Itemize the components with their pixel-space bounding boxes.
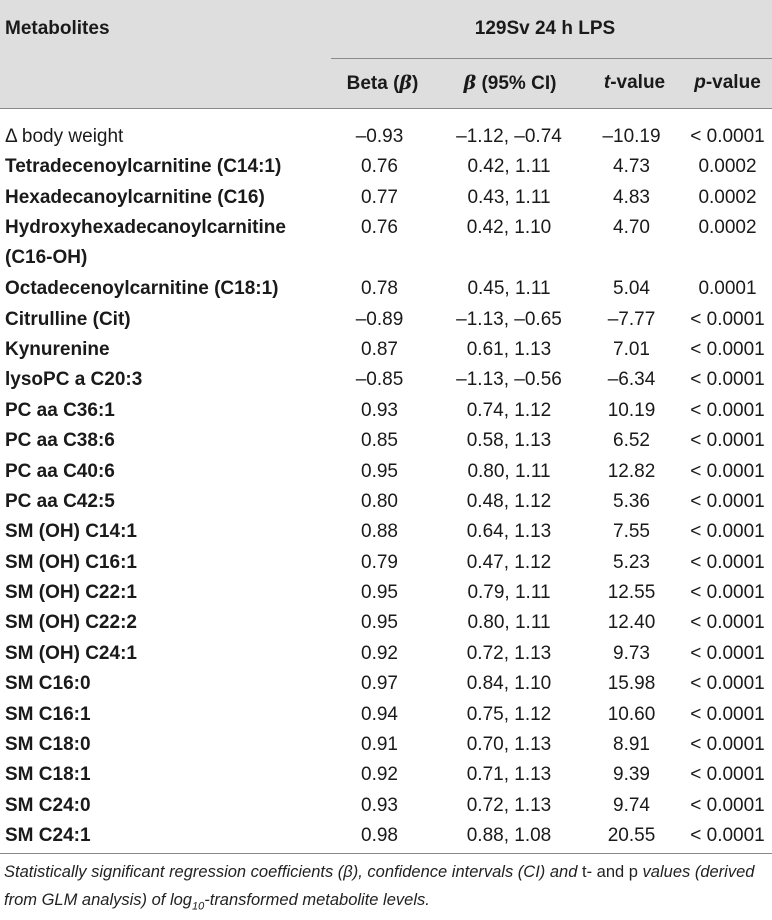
beta-value: 0.80 [361, 490, 398, 512]
beta-value: 0.95 [361, 582, 398, 604]
ci-value: 0.79, 1.11 [467, 582, 551, 604]
ci-value: 0.88, 1.08 [466, 825, 552, 847]
p-value: < 0.0001 [690, 430, 765, 452]
p-value: < 0.0001 [690, 399, 765, 421]
table-row [0, 424, 772, 454]
beta-value: 0.97 [361, 673, 398, 695]
ci-value: 0.45, 1.11 [467, 278, 551, 300]
ci-value: 0.75, 1.12 [466, 703, 552, 725]
table-row [0, 455, 772, 485]
table-row [0, 728, 772, 758]
t-value: 12.40 [607, 612, 656, 634]
beta-value: 0.98 [361, 825, 398, 847]
p-value: < 0.0001 [690, 825, 765, 847]
metabolite-name: SM (OH) C24:1 [5, 642, 137, 664]
ci-value: 0.74, 1.12 [466, 399, 552, 421]
p-value: < 0.0001 [690, 734, 765, 756]
ci-value: –1.13, –0.56 [456, 369, 562, 391]
beta-value: 0.92 [361, 764, 398, 786]
beta-value: 0.77 [361, 186, 398, 208]
table-row [0, 120, 772, 150]
metabolite-name: SM (OH) C14:1 [5, 521, 137, 543]
metabolite-name: Hexadecanoylcarnitine (C16) [5, 186, 265, 208]
p-value: < 0.0001 [690, 703, 765, 725]
beta-value: 0.93 [361, 794, 398, 816]
p-value: < 0.0001 [690, 490, 765, 512]
beta-value: –0.85 [355, 369, 404, 391]
metabolite-name: SM C16:0 [5, 673, 91, 695]
table-row [0, 150, 772, 180]
table-row [0, 606, 772, 636]
ci-value: 0.80, 1.11 [467, 460, 551, 482]
ci-value: 0.47, 1.12 [466, 551, 552, 573]
metabolite-name: Hydroxyhexadecanoylcarnitine (C16-OH) [5, 217, 286, 269]
ci-value: 0.72, 1.13 [466, 642, 552, 664]
t-value: 4.70 [613, 217, 650, 239]
metabolite-name: PC aa C36:1 [5, 399, 115, 421]
p-value: < 0.0001 [690, 126, 765, 147]
metabolites-column-header: Metabolites [5, 18, 110, 39]
group-header: 129Sv 24 h LPS [474, 18, 616, 39]
ci-value: 0.71, 1.13 [466, 764, 552, 786]
beta-value: 0.87 [361, 338, 398, 360]
table-row [0, 546, 772, 576]
table-row [0, 819, 772, 849]
p-value: < 0.0001 [690, 764, 765, 786]
ci-value: 0.42, 1.10 [466, 217, 552, 239]
t-value: 5.04 [613, 278, 650, 300]
ci-value: 0.58, 1.13 [466, 430, 552, 452]
p-value: < 0.0001 [690, 460, 765, 482]
table-row [0, 181, 772, 211]
table-body [0, 109, 772, 850]
ci-value: 0.43, 1.11 [467, 186, 551, 208]
p-value: < 0.0001 [690, 582, 765, 604]
p-value: 0.0002 [698, 156, 757, 178]
table-row [0, 789, 772, 819]
t-value: 4.73 [613, 156, 650, 178]
table-row [0, 515, 772, 545]
table-footnote: Statistically significant regression coefficients (β), confidence intervals (CI) and t- and p values (derived from GLM analysis) of $\log_{10}$-transformed metabolite levels. [4, 862, 755, 912]
ci-value: 0.80, 1.11 [467, 612, 551, 634]
ci-value: –1.13, –0.65 [456, 308, 562, 330]
beta-value: 0.88 [361, 521, 398, 543]
p-value: < 0.0001 [690, 551, 765, 573]
t-value: 10.19 [607, 399, 656, 421]
metabolite-name: SM C24:0 [5, 794, 91, 816]
table-header-row-1 [0, 0, 772, 58]
metabolite-name: PC aa C42:5 [5, 490, 115, 512]
beta-value: –0.93 [355, 126, 404, 147]
ci-value: –1.12, –0.74 [456, 126, 562, 147]
p-value: < 0.0001 [690, 794, 765, 816]
p-value: < 0.0001 [690, 521, 765, 543]
metabolite-name: Tetradecenoylcarnitine (C14:1) [5, 156, 282, 178]
beta-value: 0.95 [361, 460, 398, 482]
metabolite-name: SM (OH) C22:2 [5, 612, 137, 634]
metabolite-name: lysoPC a C20:3 [5, 369, 143, 391]
p-value: < 0.0001 [690, 338, 765, 360]
ci-value: 0.61, 1.13 [466, 338, 552, 360]
table-row [0, 211, 772, 272]
t-value: 9.74 [613, 794, 650, 816]
t-value: 9.73 [613, 642, 650, 664]
beta-value: 0.92 [361, 642, 398, 664]
p-value: 0.0002 [698, 217, 757, 239]
metabolite-name: Octadecenoylcarnitine (C18:1) [5, 278, 279, 300]
t-value: 5.36 [613, 490, 650, 512]
p-value: < 0.0001 [690, 369, 765, 391]
metabolite-name: SM (OH) C16:1 [5, 551, 137, 573]
t-value: 7.01 [613, 338, 650, 360]
table-row [0, 485, 772, 515]
t-value-column-header: t-value [603, 72, 666, 93]
table-row [0, 303, 772, 333]
t-value: –10.19 [602, 126, 661, 147]
t-value: 10.60 [607, 703, 656, 725]
beta-value: 0.85 [361, 430, 398, 452]
t-value: 12.55 [607, 582, 656, 604]
metabolite-name: SM C24:1 [5, 825, 91, 847]
beta-value: 0.95 [361, 612, 398, 634]
p-value: 0.0002 [698, 186, 757, 208]
beta-value: 0.94 [361, 703, 398, 725]
table-row [0, 637, 772, 667]
metabolite-name: PC aa C40:6 [5, 460, 115, 482]
metabolite-name: Δ body weight [5, 126, 124, 147]
t-value: 5.23 [613, 551, 650, 573]
table-row [0, 698, 772, 728]
t-value: 15.98 [607, 673, 656, 695]
ci-value: 0.48, 1.12 [466, 490, 552, 512]
t-value: 6.52 [613, 430, 650, 452]
metabolite-name: SM C18:1 [5, 764, 91, 786]
metabolite-name: Citrulline (Cit) [5, 308, 131, 330]
beta-column-header: Beta (β) [346, 72, 419, 94]
t-value: –7.77 [607, 308, 656, 330]
metabolite-name: Kynurenine [5, 338, 110, 360]
table-row [0, 333, 772, 363]
t-value: 9.39 [613, 764, 650, 786]
p-value: < 0.0001 [690, 673, 765, 695]
table-row [0, 272, 772, 302]
t-value: 7.55 [613, 521, 650, 543]
ci-value: 0.70, 1.13 [466, 734, 552, 756]
beta-value: –0.89 [355, 308, 404, 330]
t-value: 12.82 [607, 460, 656, 482]
beta-value: 0.76 [361, 217, 398, 239]
p-value-column-header: p-value [694, 72, 761, 93]
metabolite-name: PC aa C38:6 [5, 430, 115, 452]
table-row [0, 667, 772, 697]
beta-value: 0.93 [361, 399, 398, 421]
beta-value: 0.91 [361, 734, 398, 756]
beta-value: 0.76 [361, 156, 398, 178]
p-value: < 0.0001 [690, 642, 765, 664]
ci-value: 0.84, 1.10 [466, 673, 552, 695]
ci-value: 0.72, 1.13 [466, 794, 552, 816]
p-value: < 0.0001 [690, 612, 765, 634]
metabolite-name: SM (OH) C22:1 [5, 582, 137, 604]
t-value: 4.83 [613, 186, 650, 208]
table-header-row-2 [0, 58, 772, 109]
t-value: –6.34 [607, 369, 656, 391]
ci-value: 0.42, 1.11 [467, 156, 551, 178]
beta-value: 0.79 [361, 551, 398, 573]
ci-value: 0.64, 1.13 [466, 521, 552, 543]
beta-value: 0.78 [361, 278, 398, 300]
ci-column-header: β (95% CI) [463, 72, 557, 94]
metabolite-name: SM C18:0 [5, 734, 91, 756]
p-value: 0.0001 [698, 278, 757, 300]
t-value: 20.55 [607, 825, 656, 847]
table-row [0, 394, 772, 424]
t-value: 8.91 [613, 734, 650, 756]
p-value: < 0.0001 [690, 308, 765, 330]
table-row [0, 363, 772, 393]
table-row [0, 758, 772, 788]
metabolite-name: SM C16:1 [5, 703, 91, 725]
table-row [0, 576, 772, 606]
